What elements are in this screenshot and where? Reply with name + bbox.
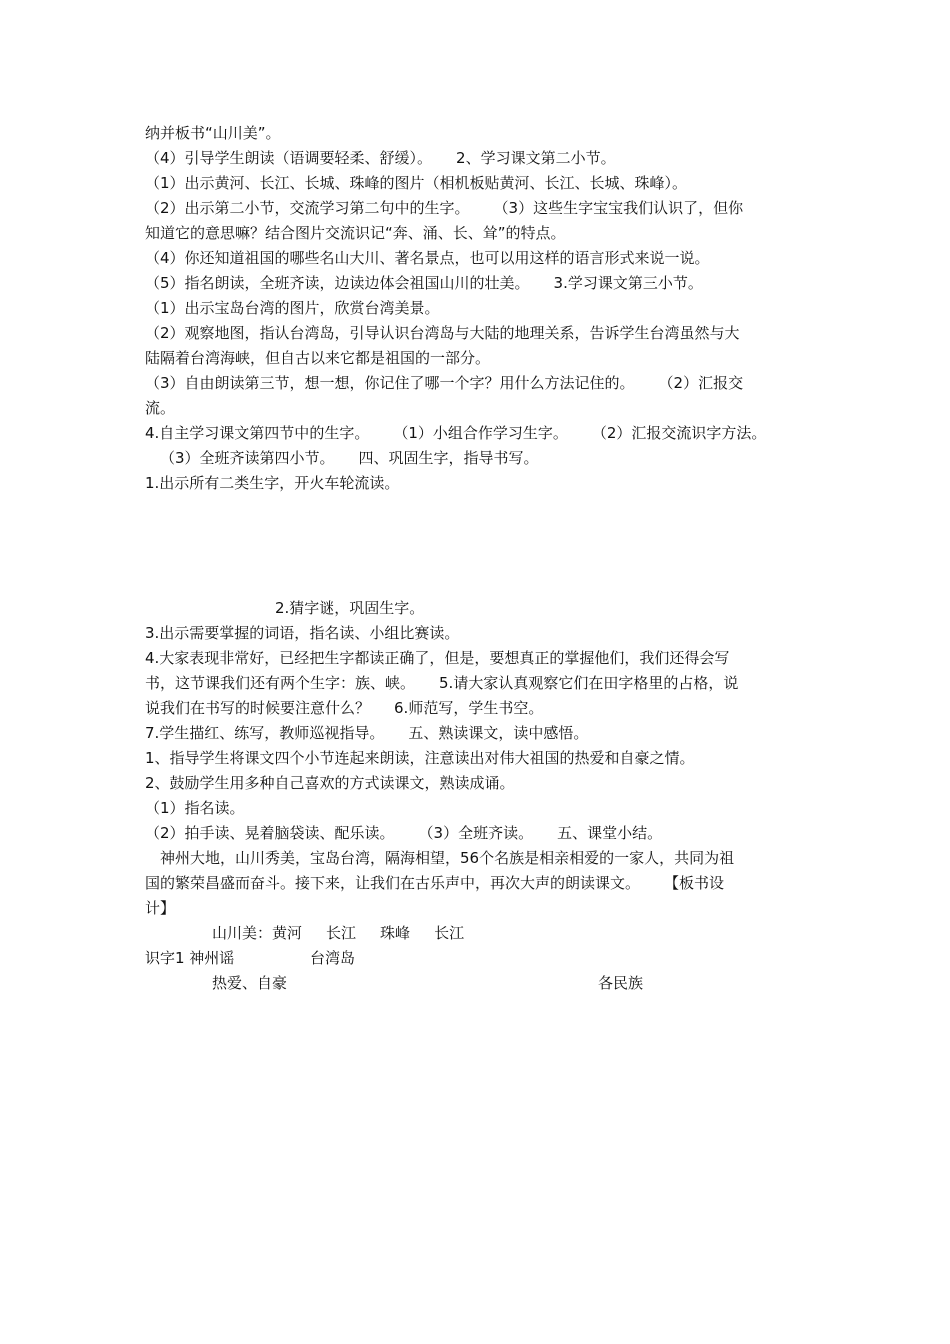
text-line: 3.出示需要掌握的词语，指名读、小组比赛读。 (145, 624, 460, 642)
text-line: 1.出示所有二类生字，开火车轮流读。 (145, 474, 400, 492)
text-line: 神州大地，山川秀美，宝岛台湾，隔海相望，56个名族是相亲相爱的一家人，共同为祖 (160, 849, 735, 867)
text-line: 知道它的意思嘛？结合图片交流识记“奔、涌、长、耸”的特点。 (145, 224, 566, 242)
text-line: （4）你还知道祖国的哪些名山大川、著名景点，也可以用这样的语言形式来说一说。 (145, 249, 710, 267)
text-line: 流。 (145, 399, 176, 417)
text-line: 2、鼓励学生用多种自己喜欢的方式读课文，熟读成诵。 (145, 774, 515, 792)
board-title: 识字1 神州谣 (145, 949, 235, 967)
board-row-3-left: 热爱、自豪 (212, 974, 288, 992)
board-row-2-mid: 台湾岛 (310, 949, 356, 967)
text-line: （3）自由朗读第三节，想一想，你记住了哪一个字？用什么方法记住的。 （2）汇报交 (145, 374, 744, 392)
text-line: （2）出示第二小节，交流学习第二句中的生字。 （3）这些生字宝宝我们认识了，但你 (145, 199, 744, 217)
text-line: （1）出示黄河、长江、长城、珠峰的图片（相机板贴黄河、长江、长城、珠峰）。 (145, 174, 688, 192)
text-line: 说我们在书写的时候要注意什么？ 6.师范写，学生书空。 (145, 699, 544, 717)
board-row-3-right: 各民族 (598, 974, 644, 992)
text-line: 纳并板书“山川美”。 (145, 124, 281, 142)
board-row-1: 山川美：黄河 长江 珠峰 长江 (212, 924, 465, 942)
text-line: 4.自主学习课文第四节中的生字。 （1）小组合作学习生字。 （2）汇报交流识字方法。 (145, 424, 767, 442)
text-line: 2.猜字谜，巩固生字。 (275, 599, 425, 617)
text-line: （1）出示宝岛台湾的图片，欣赏台湾美景。 (145, 299, 440, 317)
text-line: 国的繁荣昌盛而奋斗。接下来，让我们在古乐声中，再次大声的朗读课文。 【板书设 (145, 874, 725, 892)
text-line: （2）拍手读、晃着脑袋读、配乐读。 （3）全班齐读。 五、课堂小结。 (145, 824, 663, 842)
text-line: 7.学生描红、练写，教师巡视指导。 五、熟读课文，读中感悟。 (145, 724, 589, 742)
text-line: （1）指名读。 (145, 799, 245, 817)
text-line: 陆隔着台湾海峡，但自古以来它都是祖国的一部分。 (145, 349, 491, 367)
text-line: 计】 (145, 899, 176, 917)
text-line: 1、指导学生将课文四个小节连起来朗读，注意读出对伟大祖国的热爱和自豪之情。 (145, 749, 695, 767)
text-line: （4）引导学生朗读（语调要轻柔、舒缓）。 2、学习课文第二小节。 (145, 149, 616, 167)
text-line: （2）观察地图，指认台湾岛，引导认识台湾岛与大陆的地理关系，告诉学生台湾虽然与大 (145, 324, 740, 342)
text-line: （5）指名朗读，全班齐读，边读边体会祖国山川的壮美。 3.学习课文第三小节。 (145, 274, 703, 292)
text-line: （3）全班齐读第四小节。 四、巩固生字，指导书写。 (160, 449, 539, 467)
text-line: 书，这节课我们还有两个生字：族、峡。 5.请大家认真观察它们在田字格里的占格，说 (145, 674, 739, 692)
text-line: 4.大家表现非常好，已经把生字都读正确了，但是，要想真正的掌握他们，我们还得会写 (145, 649, 730, 667)
